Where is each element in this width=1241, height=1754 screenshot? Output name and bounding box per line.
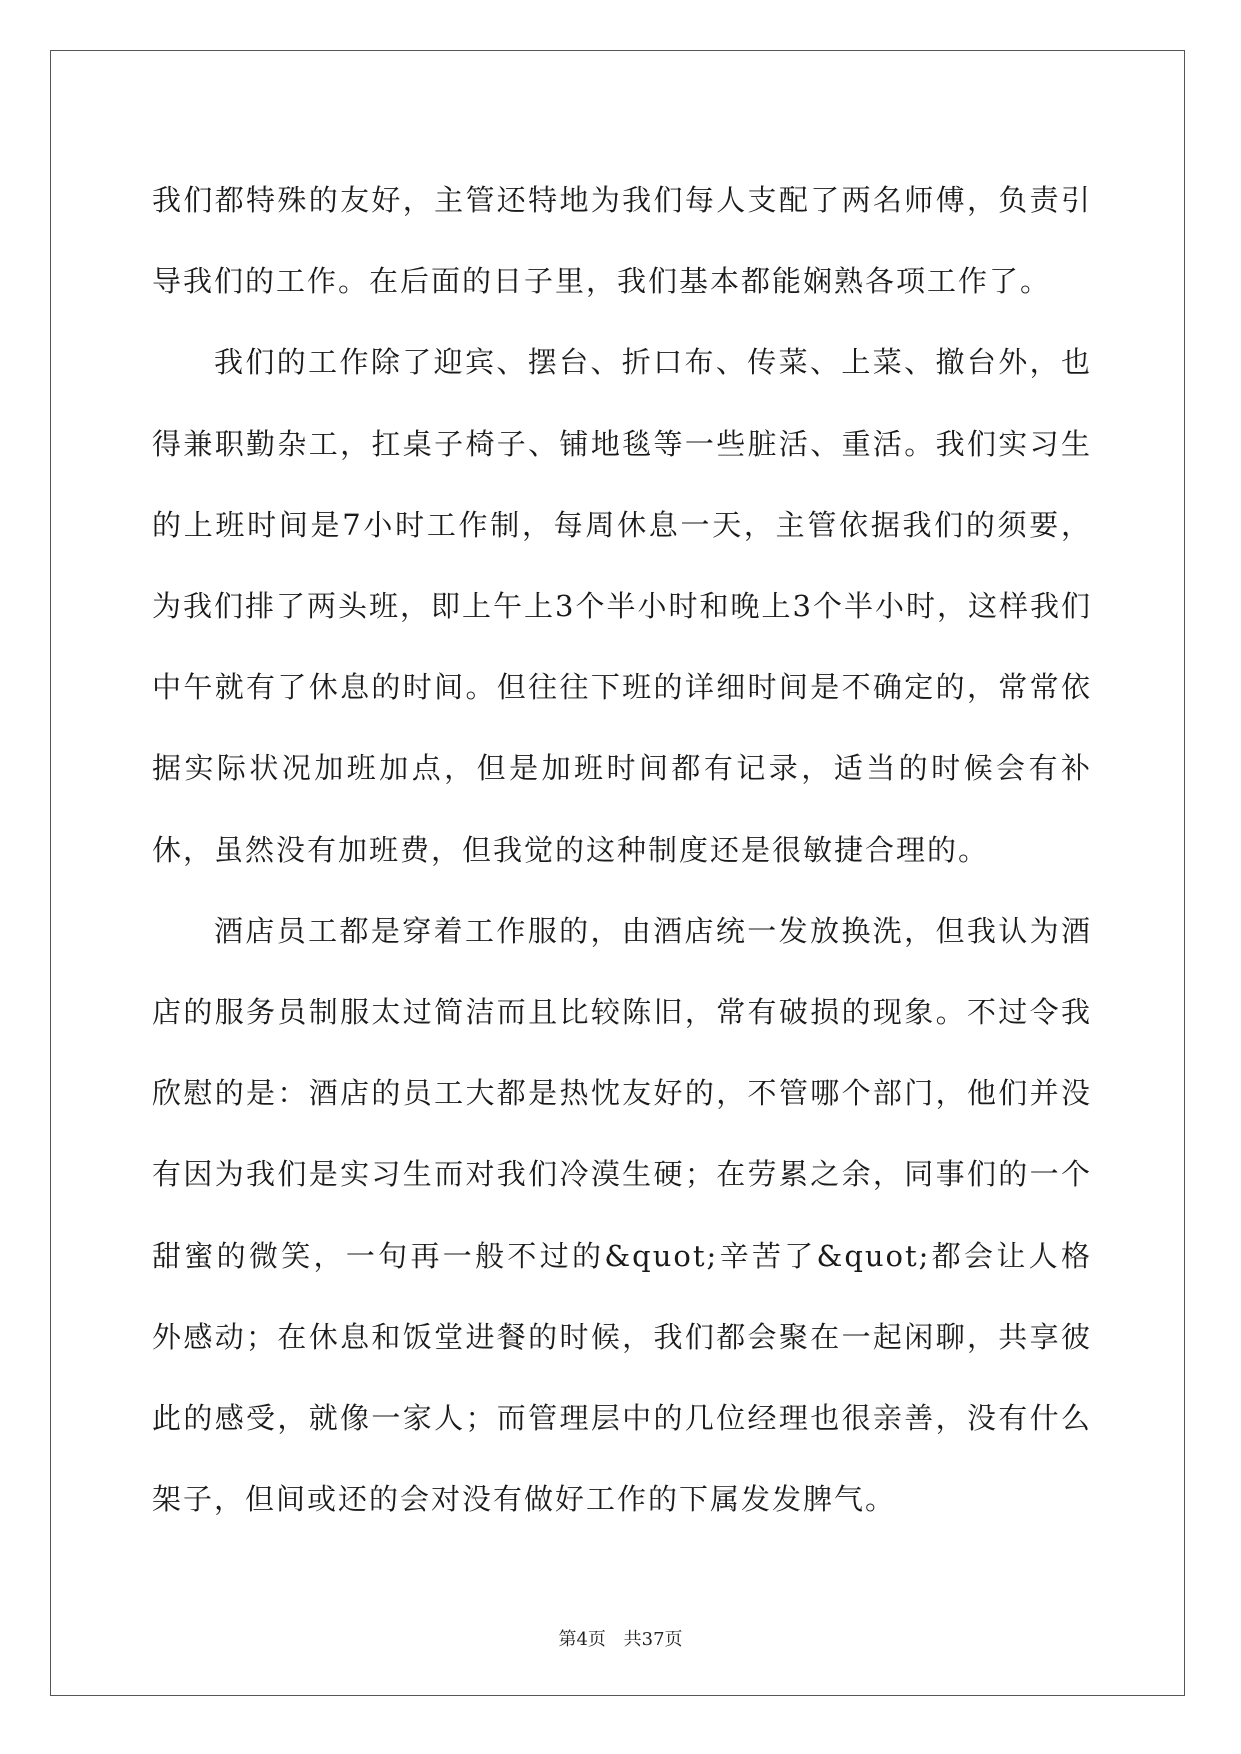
paragraph-1: 我们都特殊的友好，主管还特地为我们每人支配了两名师傅，负责引导我们的工作。在后面的日子里，我们基本都能娴熟各项工作了。	[152, 183, 1092, 299]
page-number: 第4页	[558, 1629, 606, 1650]
document-body	[152, 160, 1092, 1540]
paragraph-2: 我们的工作除了迎宾、摆台、折口布、传菜、上菜、撤台外，也得兼职勤杂工，扛桌子椅子、铺地毯等一些脏活、重活。我们实习生的上班时间是7小时工作制，每周休息一天，主管依据我们的须要，为我们排了两头班，即上午上3个半小时和晚上3个半小时，这样我们中午就有了休息的时间。但往往下班的详细时间是不确定的，常常依据实际状况加班加点，但是加班时间都有记录，适当的时候会有补休，虽然没有加班费，但我觉的这种制度还是很敏捷合理的。	[152, 345, 1092, 867]
page-footer	[0, 1625, 1241, 1651]
page-total: 共37页	[623, 1629, 683, 1650]
paragraph-3: 酒店员工都是穿着工作服的，由酒店统一发放换洗，但我认为酒店的服务员制服太过简洁而且比较陈旧，常有破损的现象。不过令我欣慰的是：酒店的员工大都是热忱友好的，不管哪个部门，他们并没有因为我们是实习生而对我们冷漠生硬；在劳累之余，同事们的一个甜蜜的微笑，一句再一般不过的&quot;辛苦了&quot;都会让人格外感动；在休息和饭堂进餐的时候，我们都会聚在一起闲聊，共享彼此的感受，就像一家人；而管理层中的几位经理也很亲善，没有什么架子，但间或还的会对没有做好工作的下属发发脾气。	[152, 913, 1092, 1517]
